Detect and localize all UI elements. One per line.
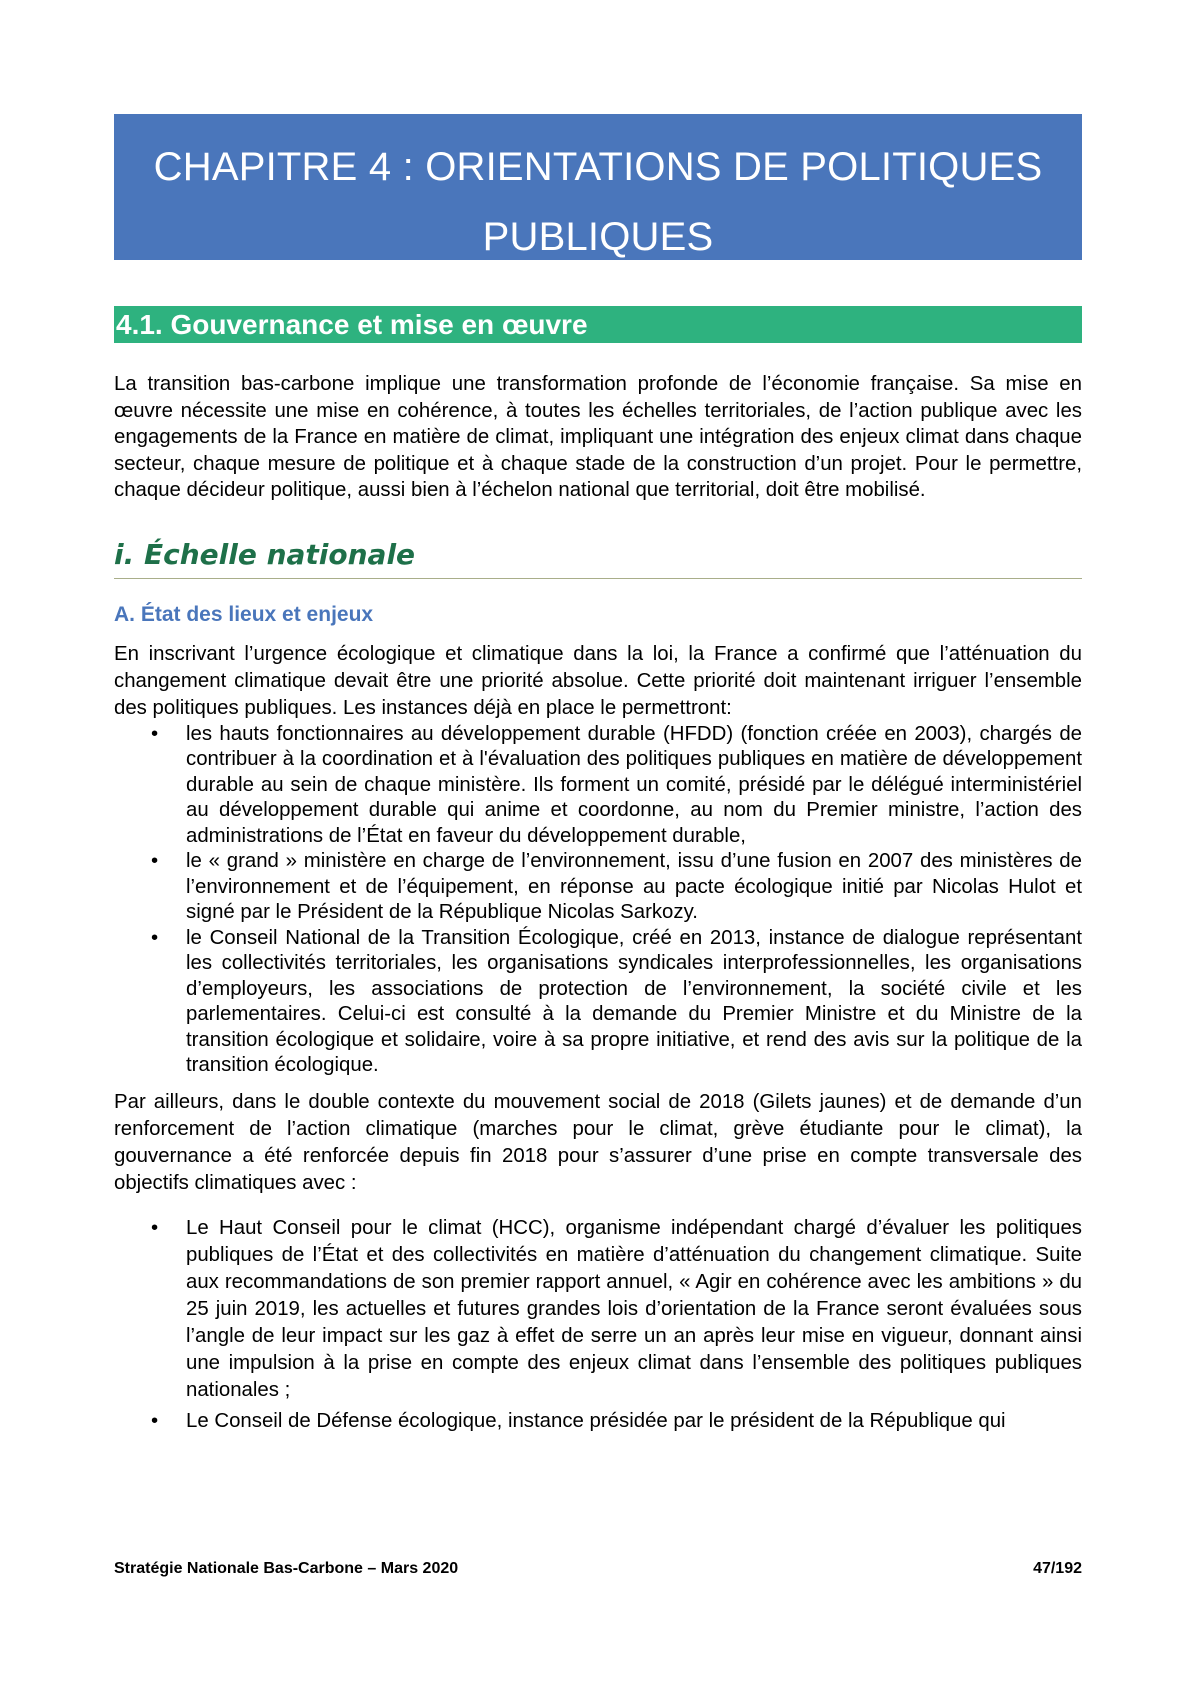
bullet-icon: •: [151, 850, 159, 872]
page-content: [114, 114, 1082, 1435]
list-item-text: les hauts fonctionnaires au développement durable (HFDD) (fonction créée en 2003), chargés de contribuer à la coordination et à l'évaluation des politiques publiques en matière de développement durable au sein de chaque ministère. Ils forment un comité, présidé par le délégué interministériel au développement durable qui anime et coordonne, au nom du Premier ministre, l’action des administrations de l’État en faveur du développement durable,: [186, 722, 1082, 847]
list-item-text: le « grand » ministère en charge de l’environnement, issu d’une fusion en 2007 des ministères de l’environnement et de l’équipement, en réponse au pacte écologique initié par Nicolas Hulot et signé par le Président de la République Nicolas Sarkozy.: [186, 850, 1082, 923]
bullet-icon: •: [151, 722, 159, 745]
governance-list: [114, 1215, 1082, 1435]
list-item: [114, 926, 1082, 1079]
list-item: [114, 1215, 1082, 1404]
governance-paragraph: Par ailleurs, dans le double contexte du mouvement social de 2018 (Gilets jaunes) et de demande d’un renforcement de l’action climatique (marches pour le climat, grève étudiante pour le climat), la gouvernance a été renforcée depuis fin 2018 pour s’assurer d’une prise en compte transversale des objectifs climatiques avec :: [114, 1090, 1082, 1194]
bullet-icon: •: [151, 1216, 159, 1239]
section-title: 4.1. Gouvernance et mise en œuvre: [116, 309, 588, 340]
chapter-title: CHAPITRE 4 : ORIENTATIONS DE POLITIQUES PUBLIQUES: [153, 145, 1043, 259]
section-heading: [114, 306, 1082, 343]
page-footer: [114, 1560, 1082, 1578]
subsubsection-heading: A. État des lieux et enjeux: [114, 602, 374, 626]
subsection-heading: i. Échelle nationale: [114, 536, 1082, 579]
footer-document-title: Stratégie Nationale Bas-Carbone – Mars 2020: [114, 1560, 459, 1577]
list-item: [114, 1408, 1082, 1435]
chapter-banner: [114, 114, 1082, 260]
list-item-text: Le Conseil de Défense écologique, instance présidée par le président de la République qui: [186, 1409, 1006, 1432]
list-item: [114, 849, 1082, 926]
bullet-icon: •: [151, 1409, 159, 1432]
list-item-text: le Conseil National de la Transition Écologique, créé en 2013, instance de dialogue représentant les collectivités territoriales, les organisations syndicales interprofessionnelles, les organisations d’employeurs, les associations de protection de l’environnement, la société civile et les parlementaires. Celui-ci est consulté à la demande du Premier Ministre et du Ministre de la transition écologique et solidaire, voire à sa propre initiative, et rend des avis sur la politique de la transition écologique.: [186, 926, 1082, 1076]
intro-paragraph: La transition bas-carbone implique une transformation profonde de l’économie française. Sa mise en œuvre nécessite une mise en cohérence, à toutes les échelles territoriales, de l’action publique avec les engagements de la France en matière de climat, impliquant une intégration des enjeux climat dans chaque secteur, chaque mesure de politique et à chaque stade de la construction d’un projet. Pour le permettre, chaque décideur politique, aussi bien à l’échelon national que territorial, doit être mobilisé.: [114, 373, 1082, 501]
bullet-icon: •: [151, 926, 159, 949]
instances-list: [114, 722, 1082, 1079]
state-paragraph: En inscrivant l’urgence écologique et climatique dans la loi, la France a confirmé que l’atténuation du changement climatique devait être une priorité absolue. Cette priorité doit maintenant irriguer l’ensemble des politiques publiques. Les instances déjà en place le permettront:: [114, 642, 1082, 719]
list-item: [114, 722, 1082, 850]
list-item-text: Le Haut Conseil pour le climat (HCC), organisme indépendant chargé d’évaluer les politiques publiques de l’État et des collectivités en matière d’atténuation du changement climatique. Suite aux recommandations de son premier rapport annuel, « Agir en cohérence avec les ambitions » du 25 juin 2019, les actuelles et futures grandes lois d’orientation de la France seront évaluées sous l’angle de leur impact sur les gaz à effet de serre un an après leur mise en vigueur, donnant ainsi une impulsion à la prise en compte des enjeux climat dans l’ensemble des politiques publiques nationales ;: [186, 1216, 1082, 1401]
page-number: 47/192: [1033, 1560, 1082, 1577]
